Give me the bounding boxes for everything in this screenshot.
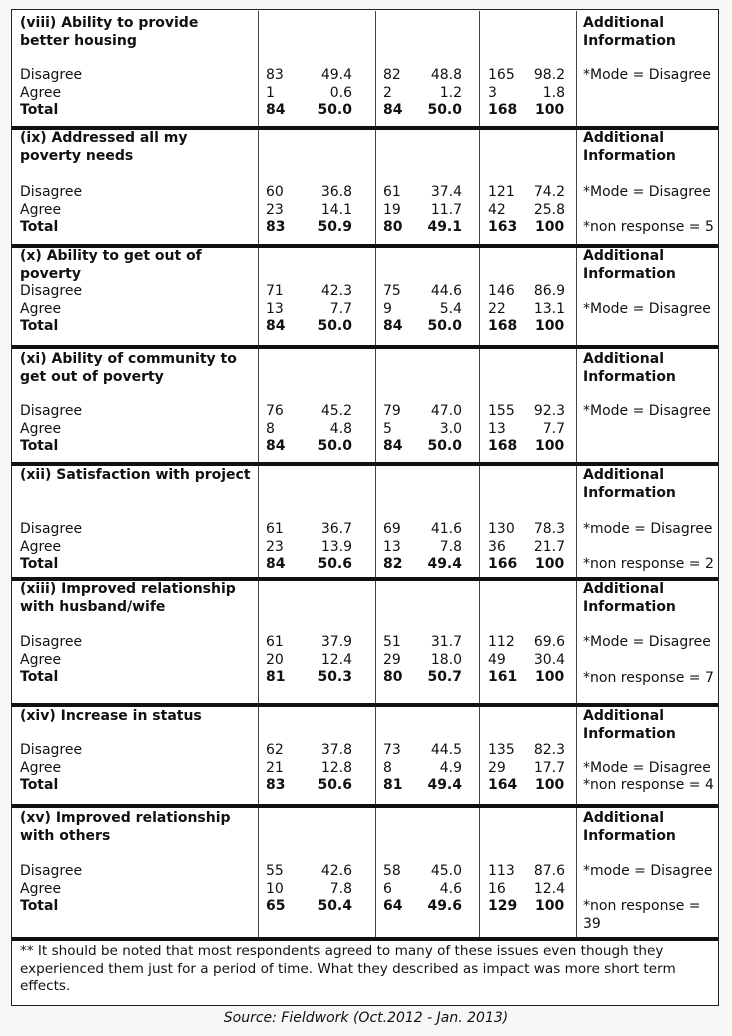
percent-cell: 12.4 <box>320 651 352 668</box>
count-cell: 64 <box>383 898 403 914</box>
count-cell: 135 <box>488 742 515 758</box>
percent-cell: 13.9 <box>320 538 352 555</box>
count-cell: 61 <box>383 184 401 200</box>
count-cell: 81 <box>266 669 286 685</box>
section-title: (xv) Improved relationship with others <box>20 810 231 844</box>
percent-cell: 42.6 <box>320 863 352 879</box>
section-title: (xii) Satisfaction with project <box>20 467 251 483</box>
additional-info-header: Additional Information <box>583 581 676 615</box>
source-caption: Source: Fieldwork (Oct.2012 - Jan. 2013) <box>223 1010 509 1026</box>
row-label: Disagree <box>20 283 83 299</box>
count-cell: 168 <box>488 102 518 118</box>
percent-cell: 100 <box>535 318 565 334</box>
count-cell: 13 <box>383 538 401 555</box>
mode-note: *Mode = Disagree <box>583 759 711 776</box>
row-label: Agree <box>20 880 62 897</box>
count-cell: 2 <box>383 84 392 101</box>
percent-cell: 12.8 <box>320 759 352 776</box>
section-title: (viii) Ability to provide better housing <box>20 15 199 49</box>
count-cell: 113 <box>488 863 515 879</box>
row-label: Agree <box>20 84 62 101</box>
count-cell: 23 <box>266 201 284 218</box>
count-cell: 168 <box>488 318 518 334</box>
additional-info-header: Additional Information <box>583 708 676 742</box>
row-label: Disagree <box>20 403 83 419</box>
percent-cell: 45.2 <box>320 403 352 419</box>
percent-cell: 36.8 <box>320 184 352 200</box>
count-cell: 112 <box>488 634 515 650</box>
percent-cell: 17.7 <box>533 759 565 776</box>
count-cell: 84 <box>266 318 286 334</box>
table-section <box>12 577 718 703</box>
count-cell: 161 <box>488 669 518 685</box>
count-cell: 19 <box>383 201 401 218</box>
count-cell: 82 <box>383 556 403 572</box>
count-cell: 23 <box>266 538 284 555</box>
non-response-note: *non response = 2 <box>583 556 714 572</box>
additional-info-header: Additional Information <box>583 130 676 164</box>
percent-cell: 5.4 <box>439 300 462 317</box>
count-cell: 69 <box>383 521 401 537</box>
percent-cell: 50.7 <box>427 669 462 685</box>
non-response-note: *non response = 7 <box>583 670 714 686</box>
percent-cell: 78.3 <box>533 521 565 537</box>
row-label: Total <box>20 219 59 235</box>
footnote: ** It should be noted that most respondents agreed to many of these issues even though they experienced them just for a period of time. What they described as impact was more short term effects. <box>12 937 718 1005</box>
count-cell: 79 <box>383 403 401 419</box>
percent-cell: 37.4 <box>430 184 462 200</box>
additional-info-header: Additional Information <box>583 248 676 282</box>
count-cell: 166 <box>488 556 518 572</box>
percent-cell: 30.4 <box>533 651 565 668</box>
row-label: Total <box>20 102 59 118</box>
count-cell: 58 <box>383 863 401 879</box>
percent-cell: 49.1 <box>427 219 462 235</box>
percent-cell: 100 <box>535 898 565 914</box>
table-section <box>12 345 718 462</box>
percent-cell: 42.3 <box>320 283 352 299</box>
non-response-note: *non response = 5 <box>583 219 714 235</box>
row-label: Agree <box>20 759 62 776</box>
row-label: Disagree <box>20 67 83 83</box>
count-cell: 163 <box>488 219 518 235</box>
count-cell: 75 <box>383 283 401 299</box>
count-cell: 13 <box>266 300 284 317</box>
row-label: Disagree <box>20 742 83 758</box>
count-cell: 84 <box>266 438 286 454</box>
percent-cell: 0.6 <box>329 84 352 101</box>
row-label: Total <box>20 669 59 685</box>
count-cell: 29 <box>488 759 506 776</box>
percent-cell: 92.3 <box>533 403 565 419</box>
percent-cell: 98.2 <box>533 67 565 83</box>
count-cell: 42 <box>488 201 506 218</box>
table-section <box>12 10 718 126</box>
row-label: Agree <box>20 300 62 317</box>
count-cell: 1 <box>266 84 275 101</box>
non-response-note: *non response = 39 <box>583 898 701 932</box>
count-cell: 80 <box>383 669 403 685</box>
count-cell: 83 <box>266 777 286 793</box>
percent-cell: 4.6 <box>439 880 462 897</box>
count-cell: 121 <box>488 184 515 200</box>
percent-cell: 100 <box>535 102 565 118</box>
percent-cell: 49.4 <box>427 556 462 572</box>
percent-cell: 50.0 <box>317 102 352 118</box>
count-cell: 9 <box>383 300 392 317</box>
percent-cell: 100 <box>535 777 565 793</box>
table-section <box>12 462 718 577</box>
count-cell: 130 <box>488 521 515 537</box>
percent-cell: 36.7 <box>320 521 352 537</box>
percent-cell: 31.7 <box>430 634 462 650</box>
percent-cell: 50.0 <box>427 318 462 334</box>
count-cell: 5 <box>383 420 392 437</box>
percent-cell: 13.1 <box>533 300 565 317</box>
row-label: Disagree <box>20 634 83 650</box>
percent-cell: 1.2 <box>439 84 462 101</box>
count-cell: 16 <box>488 880 506 897</box>
percent-cell: 100 <box>535 438 565 454</box>
percent-cell: 87.6 <box>533 863 565 879</box>
percent-cell: 41.6 <box>430 521 462 537</box>
count-cell: 22 <box>488 300 506 317</box>
row-label: Total <box>20 556 59 572</box>
percent-cell: 50.0 <box>317 438 352 454</box>
additional-info-header: Additional Information <box>583 810 676 844</box>
section-title: (xi) Ability of community to get out of poverty <box>20 351 237 385</box>
table-section <box>12 244 718 345</box>
mode-note: *mode = Disagree <box>583 521 713 537</box>
count-cell: 84 <box>383 438 403 454</box>
count-cell: 60 <box>266 184 284 200</box>
percent-cell: 4.9 <box>439 759 462 776</box>
percent-cell: 7.7 <box>329 300 352 317</box>
percent-cell: 74.2 <box>533 184 565 200</box>
table-section <box>12 126 718 244</box>
count-cell: 129 <box>488 898 518 914</box>
count-cell: 36 <box>488 538 506 555</box>
count-cell: 8 <box>383 759 392 776</box>
mode-note: *Mode = Disagree <box>583 300 711 317</box>
percent-cell: 49.6 <box>427 898 462 914</box>
percent-cell: 50.0 <box>427 438 462 454</box>
percent-cell: 37.8 <box>320 742 352 758</box>
row-label: Agree <box>20 201 62 218</box>
section-title: (xiii) Improved relationship with husband/wife <box>20 581 236 615</box>
percent-cell: 11.7 <box>430 201 462 218</box>
mode-note: *Mode = Disagree <box>583 184 711 200</box>
percent-cell: 45.0 <box>430 863 462 879</box>
count-cell: 10 <box>266 880 284 897</box>
count-cell: 65 <box>266 898 286 914</box>
mode-note: *Mode = Disagree <box>583 67 711 83</box>
section-title: (x) Ability to get out of poverty <box>20 248 202 282</box>
percent-cell: 37.9 <box>320 634 352 650</box>
percent-cell: 50.0 <box>317 318 352 334</box>
count-cell: 51 <box>383 634 401 650</box>
row-label: Agree <box>20 538 62 555</box>
percent-cell: 48.8 <box>430 67 462 83</box>
mode-note: *mode = Disagree <box>583 863 713 879</box>
row-label: Total <box>20 898 59 914</box>
mode-note: *Mode = Disagree <box>583 403 711 419</box>
percent-cell: 50.4 <box>317 898 352 914</box>
row-label: Total <box>20 438 59 454</box>
percent-cell: 50.0 <box>427 102 462 118</box>
additional-info-header: Additional Information <box>583 15 676 49</box>
count-cell: 83 <box>266 67 284 83</box>
percent-cell: 44.6 <box>430 283 462 299</box>
count-cell: 6 <box>383 880 392 897</box>
count-cell: 84 <box>266 102 286 118</box>
count-cell: 84 <box>383 102 403 118</box>
percent-cell: 50.3 <box>317 669 352 685</box>
percent-cell: 12.4 <box>533 880 565 897</box>
percent-cell: 100 <box>535 556 565 572</box>
results-table <box>11 9 719 1006</box>
table-section <box>12 703 718 804</box>
percent-cell: 49.4 <box>427 777 462 793</box>
row-label: Agree <box>20 420 62 437</box>
percent-cell: 49.4 <box>320 67 352 83</box>
percent-cell: 47.0 <box>430 403 462 419</box>
percent-cell: 50.6 <box>317 556 352 572</box>
row-label: Disagree <box>20 184 83 200</box>
count-cell: 73 <box>383 742 401 758</box>
count-cell: 80 <box>383 219 403 235</box>
count-cell: 155 <box>488 403 515 419</box>
row-label: Agree <box>20 651 62 668</box>
row-label: Disagree <box>20 863 83 879</box>
count-cell: 20 <box>266 651 284 668</box>
row-label: Disagree <box>20 521 83 537</box>
count-cell: 82 <box>383 67 401 83</box>
table-section <box>12 804 718 937</box>
percent-cell: 69.6 <box>533 634 565 650</box>
count-cell: 81 <box>383 777 403 793</box>
percent-cell: 86.9 <box>533 283 565 299</box>
count-cell: 55 <box>266 863 284 879</box>
row-label: Total <box>20 777 59 793</box>
count-cell: 3 <box>488 84 497 101</box>
percent-cell: 50.9 <box>317 219 352 235</box>
percent-cell: 25.8 <box>533 201 565 218</box>
row-label: Total <box>20 318 59 334</box>
percent-cell: 3.0 <box>439 420 462 437</box>
percent-cell: 14.1 <box>320 201 352 218</box>
percent-cell: 44.5 <box>430 742 462 758</box>
count-cell: 84 <box>383 318 403 334</box>
additional-info-header: Additional Information <box>583 467 676 501</box>
count-cell: 164 <box>488 777 518 793</box>
percent-cell: 21.7 <box>533 538 565 555</box>
percent-cell: 82.3 <box>533 742 565 758</box>
percent-cell: 7.7 <box>542 420 565 437</box>
non-response-note: *non response = 4 <box>583 777 714 793</box>
percent-cell: 7.8 <box>439 538 462 555</box>
count-cell: 168 <box>488 438 518 454</box>
count-cell: 146 <box>488 283 515 299</box>
count-cell: 21 <box>266 759 284 776</box>
count-cell: 165 <box>488 67 515 83</box>
additional-info-header: Additional Information <box>583 351 676 385</box>
percent-cell: 4.8 <box>329 420 352 437</box>
count-cell: 83 <box>266 219 286 235</box>
percent-cell: 100 <box>535 219 565 235</box>
count-cell: 61 <box>266 521 284 537</box>
count-cell: 76 <box>266 403 284 419</box>
count-cell: 29 <box>383 651 401 668</box>
percent-cell: 50.6 <box>317 777 352 793</box>
section-title: (xiv) Increase in status <box>20 708 202 724</box>
mode-note: *Mode = Disagree <box>583 634 711 650</box>
section-title: (ix) Addressed all my poverty needs <box>20 130 188 164</box>
percent-cell: 7.8 <box>329 880 352 897</box>
count-cell: 71 <box>266 283 284 299</box>
count-cell: 61 <box>266 634 284 650</box>
count-cell: 49 <box>488 651 506 668</box>
count-cell: 13 <box>488 420 506 437</box>
count-cell: 8 <box>266 420 275 437</box>
count-cell: 62 <box>266 742 284 758</box>
count-cell: 84 <box>266 556 286 572</box>
percent-cell: 1.8 <box>542 84 565 101</box>
percent-cell: 100 <box>535 669 565 685</box>
percent-cell: 18.0 <box>430 651 462 668</box>
